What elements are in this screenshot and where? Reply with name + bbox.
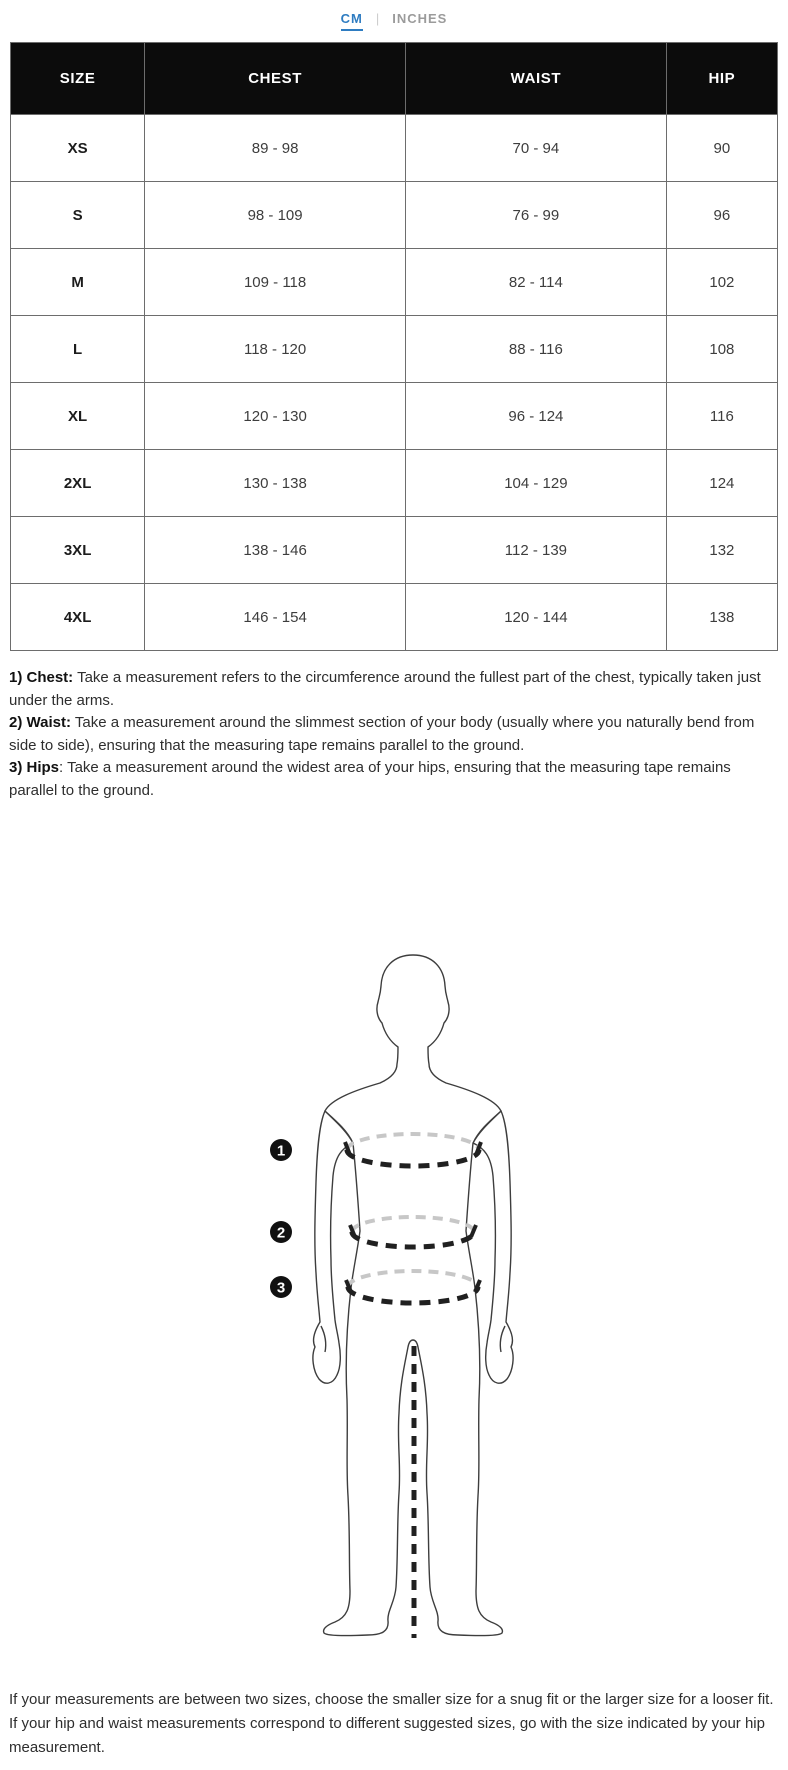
size-label: 2XL: [11, 450, 145, 517]
hip-value: 124: [666, 450, 777, 517]
chest-value: 118 - 120: [145, 316, 406, 383]
marker-1-number: 1: [276, 1142, 286, 1160]
chest-value: 146 - 154: [145, 584, 406, 651]
chest-value: 109 - 118: [145, 249, 406, 316]
col-header-chest: CHEST: [145, 43, 406, 115]
hip-value: 102: [666, 249, 777, 316]
marker-3-hips: [270, 1276, 292, 1298]
body-measurement-diagram: [0, 942, 788, 1642]
waist-value: 76 - 99: [406, 182, 667, 249]
waist-value: 70 - 94: [406, 115, 667, 182]
hip-value: 138: [666, 584, 777, 651]
note-waist-label: 2) Waist:: [9, 714, 71, 731]
col-header-hip: HIP: [666, 43, 777, 115]
table-header-row: [11, 43, 778, 115]
note-hips-label: 3) Hips: [9, 759, 60, 776]
table-row: [11, 182, 778, 249]
measurement-notes: [9, 667, 779, 802]
note-chest: [9, 667, 779, 712]
hip-value: 96: [666, 182, 777, 249]
size-label: 4XL: [11, 584, 145, 651]
size-chart-table: [10, 42, 778, 651]
waist-value: 112 - 139: [406, 517, 667, 584]
chest-value: 89 - 98: [145, 115, 406, 182]
col-header-size: SIZE: [11, 43, 145, 115]
table-row: [11, 584, 778, 651]
size-label: M: [11, 249, 145, 316]
hip-value: 116: [666, 383, 777, 450]
body-figure-svg: [228, 942, 598, 1642]
marker-2-number: 2: [276, 1224, 286, 1242]
table-row: [11, 383, 778, 450]
chest-value: 120 - 130: [145, 383, 406, 450]
hip-value: 90: [666, 115, 777, 182]
waist-value: 88 - 116: [406, 316, 667, 383]
chest-value: 138 - 146: [145, 517, 406, 584]
hip-value: 132: [666, 517, 777, 584]
unit-inches-button[interactable]: INCHES: [392, 11, 448, 26]
note-hips-text: : Take a measurement around the widest area of your hips, ensuring that the measuring tape remains parallel to the ground.: [9, 759, 731, 799]
waist-value: 96 - 124: [406, 383, 667, 450]
size-label: S: [11, 182, 145, 249]
note-waist: [9, 712, 779, 757]
marker-2-waist: [270, 1221, 292, 1243]
table-row: [11, 115, 778, 182]
hip-value: 108: [666, 316, 777, 383]
note-chest-text: Take a measurement refers to the circumference around the fullest part of the chest, typically taken just under the arms.: [9, 669, 761, 709]
unit-cm-button[interactable]: CM: [341, 12, 363, 31]
size-label: 3XL: [11, 517, 145, 584]
waist-value: 82 - 114: [406, 249, 667, 316]
table-row: [11, 517, 778, 584]
fit-note: If your measurements are between two sizes, choose the smaller size for a snug fit or the larger size for a looser fit. If your hip and waist measurements correspond to different suggested sizes, go with the size indicated by your hip measurement.: [9, 1691, 774, 1756]
chest-value: 98 - 109: [145, 182, 406, 249]
note-chest-label: 1) Chest:: [9, 669, 74, 686]
table-row: [11, 450, 778, 517]
chest-value: 130 - 138: [145, 450, 406, 517]
size-label: XL: [11, 383, 145, 450]
note-hips: [9, 757, 779, 802]
marker-1-chest: [270, 1139, 292, 1161]
size-label: XS: [11, 115, 145, 182]
unit-toggle: [0, 0, 788, 36]
table-row: [11, 249, 778, 316]
unit-separator: |: [375, 11, 380, 26]
waist-value: 120 - 144: [406, 584, 667, 651]
note-waist-text: Take a measurement around the slimmest section of your body (usually where you naturally bend from side to side), ensuring that the measuring tape remains parallel to the ground.: [9, 714, 755, 754]
size-label: L: [11, 316, 145, 383]
waist-value: 104 - 129: [406, 450, 667, 517]
col-header-waist: WAIST: [406, 43, 667, 115]
marker-3-number: 3: [276, 1279, 286, 1297]
table-row: [11, 316, 778, 383]
